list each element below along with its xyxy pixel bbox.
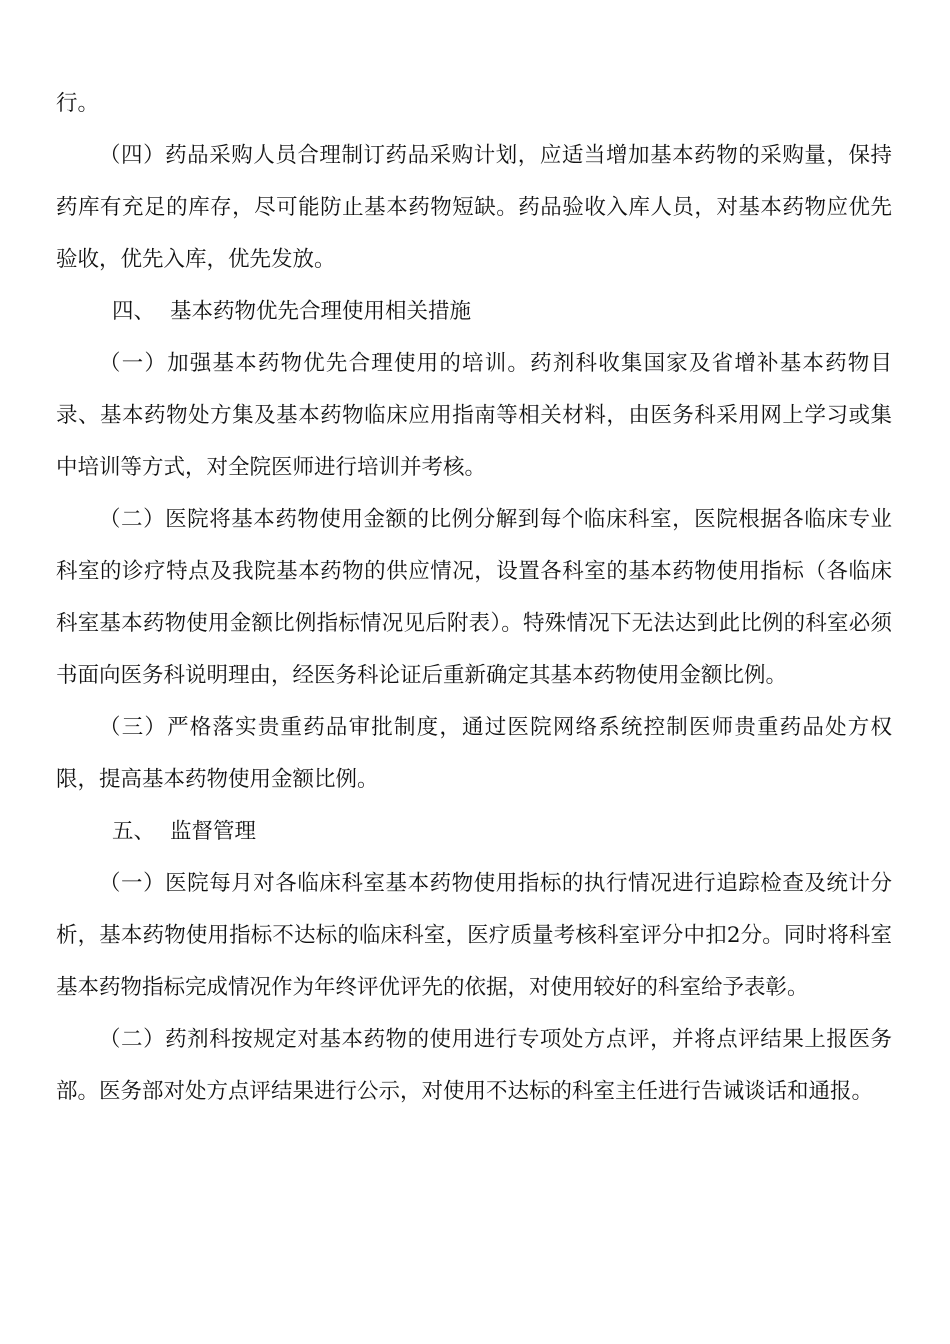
section-title: 监督管理 bbox=[170, 819, 257, 844]
document-body bbox=[56, 78, 892, 1118]
paragraph-training: （一）加强基本药物优先合理使用的培训。药剂科收集国家及省增补基本药物目录、基本药物处方集及基本药物临床应用指南等相关材料，由医务科采用网上学习或集中培训等方式，对全院医师进行培训并考核。 bbox=[56, 351, 892, 480]
section-heading-supervision bbox=[56, 806, 892, 858]
paragraph-expensive-drug-approval: （三）严格落实贵重药品审批制度，通过医院网络系统控制医师贵重药品处方权限，提高基本药物使用金额比例。 bbox=[56, 715, 892, 792]
section-heading-measures bbox=[56, 286, 892, 338]
paragraph-prescription-review: （二）药剂科按规定对基本药物的使用进行专项处方点评，并将点评结果上报医务部。医务部对处方点评结果进行公示，对使用不达标的科室主任进行告诫谈话和通报。 bbox=[56, 1027, 892, 1104]
paragraph-monthly-inspection: （一）医院每月对各临床科室基本药物使用指标的执行情况进行追踪检查及统计分析，基本药物使用指标不达标的临床科室，医疗质量考核科室评分中扣2分。同时将科室基本药物指标完成情况作为年终评优评先的依据，对使用较好的科室给予表彰。 bbox=[56, 871, 892, 1000]
paragraph-continuation: 行。 bbox=[56, 91, 100, 116]
paragraph-procurement-plan: （四）药品采购人员合理制订药品采购计划，应适当增加基本药物的采购量，保持药库有充足的库存，尽可能防止基本药物短缺。药品验收入库人员，对基本药物应优先验收，优先入库，优先发放。 bbox=[56, 143, 892, 272]
section-number: 四、 bbox=[112, 299, 156, 324]
paragraph-department-ratio: （二）医院将基本药物使用金额的比例分解到每个临床科室，医院根据各临床专业科室的诊疗特点及我院基本药物的供应情况，设置各科室的基本药物使用指标（各临床科室基本药物使用金额比例指标情况见后附表）。特殊情况下无法达到此比例的科室必须书面向医务科说明理由，经医务科论证后重新确定其基本药物使用金额比例。 bbox=[56, 507, 892, 688]
section-number: 五、 bbox=[112, 819, 156, 844]
section-title: 基本药物优先合理使用相关措施 bbox=[170, 299, 472, 324]
